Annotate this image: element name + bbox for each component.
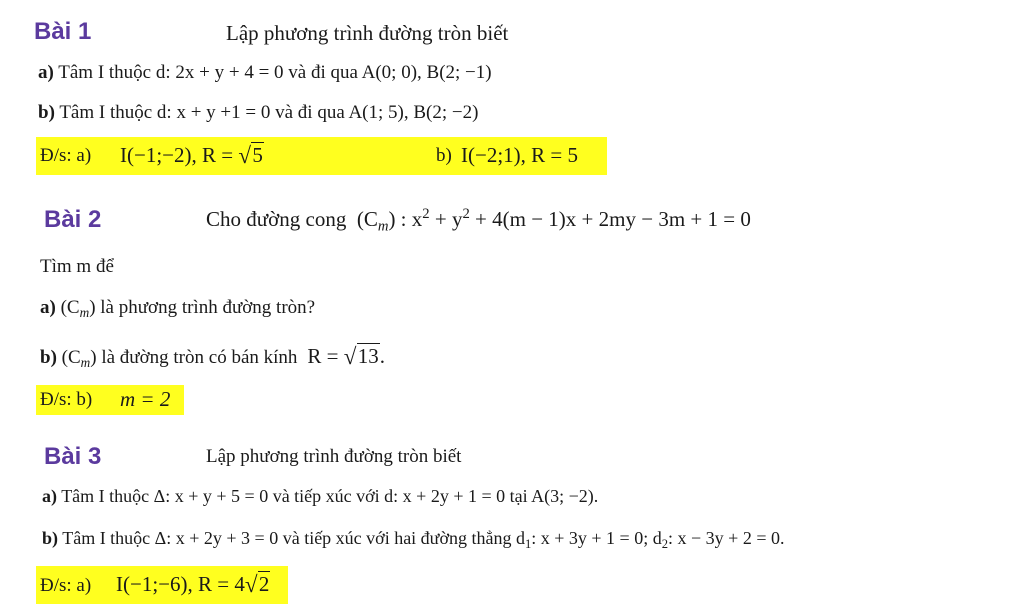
bai2-answer-value: m = 2 — [120, 387, 171, 411]
bai1-answer-box — [36, 137, 607, 175]
bai3-heading: Lập phương trình đường tròn biết — [206, 446, 462, 467]
bai1-answer-a: I(−1;−2), R = √ 5 — [120, 142, 263, 169]
bai1-answer-b: I(−2;1), R = 5 — [461, 143, 579, 167]
bai1-heading: Lập phương trình đường tròn biết — [226, 21, 509, 45]
bai1-a-text: Tâm I thuộc d: 2x + y + 4 = 0 và đi qua A(0; 0), B(2; −1) — [58, 62, 492, 83]
bai3-part-b: b) Tâm I thuộc Δ: x + 2y + 3 = 0 và tiếp xúc với hai đường thẳng $d_1$: x + 3y + 1 = 0; $d_2$: x − 3y + 2 = 0. — [42, 528, 785, 551]
bai2-curve-equation: $(C_m)$ : $x^2 + y^2 + 4(m - 1)x + 2my - 3m + 1 = 0$ — [356, 206, 751, 235]
sqrt-symbol: √ 13 — [343, 343, 379, 370]
bai1-part-b — [38, 102, 478, 124]
bai2-answer-box — [36, 385, 184, 415]
bai1-a-label: a) — [38, 62, 54, 83]
bai1-answer-a-root: 5 — [252, 143, 263, 167]
bai3-answer-prefix: Đ/s: a) — [40, 575, 92, 596]
bai3-answer-box — [36, 566, 288, 604]
bai2-radius: R = √ 13. — [307, 343, 386, 370]
bai2-part-b: b) $(C_m)$ là đường tròn có bán kính R = √ 13. — [40, 343, 386, 370]
bai2-title: Bài 2 — [44, 206, 102, 233]
bai1-b-text: Tâm I thuộc d: x + y +1 = 0 và đi qua A(1; 5), B(2; −2) — [59, 102, 479, 123]
bai1-part-a — [38, 62, 492, 84]
bai3-title: Bài 3 — [44, 443, 102, 470]
bai2-answer: Đ/s: b) — [40, 389, 93, 410]
bai2-heading: Cho đường cong $(C_m)$ : $x^2 + y^2 + 4(m - 1)x + 2my - 3m + 1 = 0$ — [206, 206, 751, 235]
bai3-part-a: a) Tâm I thuộc Δ: x + y + 5 = 0 và tiếp xúc với d: x + 2y + 1 = 0 tại A(3; −2). — [42, 486, 599, 506]
bai1-answer-prefix: Đ/s: a) — [40, 145, 92, 166]
bai3-answer-a: I(−1;−6), R = 4 √ 2 — [116, 571, 270, 598]
bai1-answer-b-label: b) — [436, 145, 452, 166]
bai2-find-text: Tìm m để — [40, 256, 114, 277]
sqrt-symbol: √ 2 — [244, 571, 270, 598]
bai1-b-label: b) — [38, 102, 55, 123]
bai1-title: Bài 1 — [34, 18, 92, 45]
bai2-part-a: a) $(C_m)$ là phương trình đường tròn? — [40, 297, 316, 320]
sqrt-symbol: √ 5 — [238, 142, 263, 169]
